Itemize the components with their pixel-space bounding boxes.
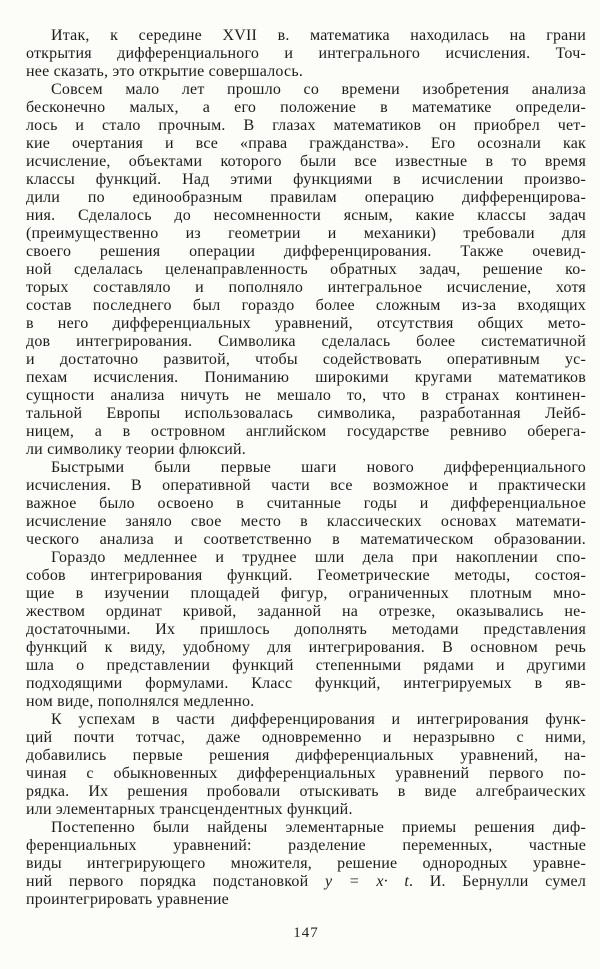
text-line: дов интегрирования. Символика сделалась более систематичной [26,333,586,350]
text-line: Гораздо медленнее и труднее шли дела при накоплении спо- [51,549,586,566]
text-line: собов интегрирования функций. Геометрические методы, состоя- [26,567,586,584]
text-line: своего решения операции дифференцирования. Также очевид- [26,243,586,260]
text-line: тальной Европы использовалась символика, разработанная Лейб- [26,405,586,422]
text-line: ференциальных уравнений: разделение переменных, частные [26,837,586,854]
paragraph-6 [26,819,586,909]
text-line: добавились первые решения дифференциальных уравнений, на- [26,747,586,764]
paragraph-3 [26,459,586,549]
text-line: и достаточно развитой, чтобы содействовать оперативным ус- [26,351,586,368]
text-line: в него дифференциальных уравнений, отсутствия общих мето- [26,315,586,332]
text-line: (преимущественно из геометрии и механики) требовали для [26,225,586,242]
paragraph-4 [26,549,586,711]
page-number: 147 [293,925,319,941]
text-line: или элементарных трансцендентных функций. [26,801,353,818]
text-line: важное было освоено в считанные годы и дифференциальное [26,495,586,512]
text-line: дили по единообразным правилам операцию дифференцирова- [26,189,586,206]
text-line: классы функций. Над этими функциями в исчислении произво- [26,171,586,188]
text-line: функций к виду, удобному для интегрирования. В основном речь [26,639,586,656]
inline-formula: y = x· t [324,873,410,890]
paragraph-2 [26,81,586,459]
text-line: Постепенно были найдены элементарные приемы решения диф- [51,819,586,836]
text-line: К успехам в части дифференцирования и интегрирования функ- [51,711,586,728]
formula-line-post: . И. Бернулли сумел [409,873,587,890]
text-line: кие очертания и все «права гражданства». Его осознали как [26,135,586,152]
text-line: чиная с обыкновенных дифференциальных уравнений первого по- [26,765,586,782]
text-line: ций почти тотчас, даже одновременно и неразрывно с ними, [26,729,586,746]
text-line: подходящими формулами. Класс функций, интегрируемых в яв- [26,675,586,692]
text-line: исчисления. В оперативной части все возможное и практически [26,477,586,494]
text-line: Совсем мало лет прошло со времени изобретения анализа [51,81,586,98]
text-line: открытия дифференциального и интегрального исчисления. Точ- [26,45,586,62]
text-line: ли символику теории флюксий. [26,441,246,458]
text-line: бесконечно малых, а его положение в математике определи- [26,99,586,116]
text-line: шла о представлении функций степенными рядами и другими [26,657,586,674]
text-line: пехам исчисления. Пониманию широкими кругами математиков [26,369,586,386]
text-line: ния. Сделалось до несомненности ясным, какие классы задач [26,207,586,224]
text-line: Итак, к середине XVII в. математика находилась на грани [51,27,586,44]
text-line: лось и стало прочным. В глазах математиков он приобрел чет- [26,117,586,134]
text-line: рядка. Их решения пробовали отыскивать в виде алгебраических [26,783,586,800]
text-line: ной сделалась целенаправленность обратных задач, решение ко- [26,261,586,278]
text-line: ницем, а в островном английском государстве ревниво оберега- [26,423,586,440]
text-line: исчисление заняло свое место в классических основах математи- [26,513,586,530]
paragraph-1 [26,27,586,81]
text-line: достаточными. Их пришлось дополнять методами представления [26,621,586,638]
text-line: состав последнего был гораздо более сложным из-за входящих [26,297,586,314]
text-line: сущности анализа ничуть не мешало то, что в странах континен- [26,387,586,404]
text-line: ческого анализа и соответственно в математическом образовании. [26,531,586,548]
text-line: исчисление, объектами которого были все известные в то время [26,153,586,170]
paragraph-5 [26,711,586,819]
text-line: Быстрыми были первые шаги нового дифференциального [51,459,586,476]
formula-line [26,873,586,891]
text-line: торых составляло и пополняло интегральное исчисление, хотя [26,279,586,296]
text-line: щие в изучении площадей фигур, ограниченных плотным мно- [26,585,586,602]
text-line: проинтегрировать уравнение [26,891,229,908]
formula-line-pre: ний первого порядка подстановкой [26,873,325,890]
text-line: жеством ординат кривой, заданной на отрезке, оказывались не- [26,603,586,620]
text-line: ном виде, пополнялся медленно. [26,693,255,710]
text-line: нее сказать, это открытие совершалось. [26,63,304,80]
text-line: виды интегрирующего множителя, решение однородных уравне- [26,855,586,872]
